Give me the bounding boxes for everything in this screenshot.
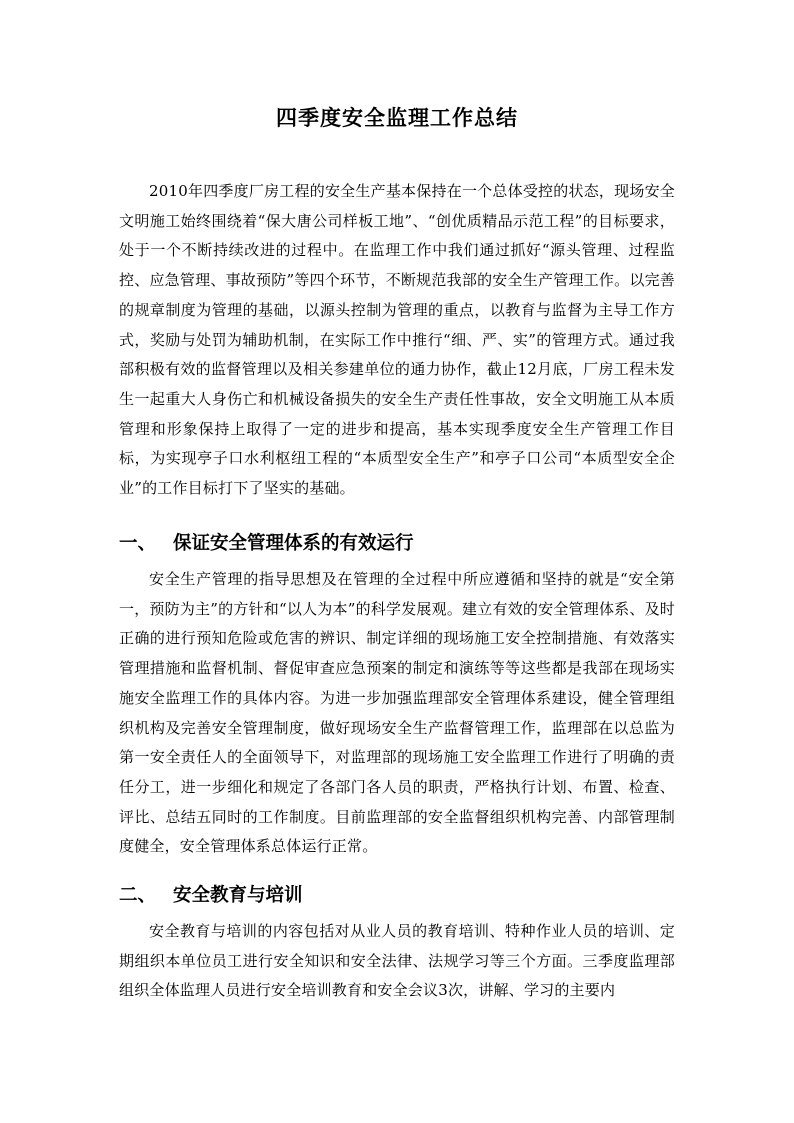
section-1-title: 保证安全管理体系的有效运行 xyxy=(173,533,414,554)
section-2-heading xyxy=(119,881,675,907)
section-2-paragraph: 安全教育与培训的内容包括对从业人员的教育培训、特种作业人员的培训、定期组织本单位员工进行安全知识和安全法律、法规学习等三个方面。三季度监理部组织全体监理人员进行安全培训教育和安全会议3次，讲解、学习的主要内 xyxy=(119,922,675,1000)
document-title: 四季度安全监理工作总结 xyxy=(276,105,518,130)
section-1-paragraph: 安全生产管理的指导思想及在管理的全过程中所应遵循和坚持的就是“安全第一，预防为主”的方针和“以人为本”的科学发展观。建立有效的安全管理体系、及时正确的进行预知危险或危害的辨识、制定详细的现场施工安全控制措施、有效落实管理措施和监督机制、督促审查应急预案的制定和演练等等这些都是我部在现场实施安全监理工作的具体内容。为进一步加强监理部安全管理体系建设，健全管理组织机构及完善安全管理制度，做好现场安全生产监督管理工作，监理部在以总监为第一安全责任人的全面领导下，对监理部的现场施工安全监理工作进行了明确的责任分工，进一步细化和规定了各部门各人员的职责，严格执行计划、布置、检查、评比、总结五同时的工作制度。目前监理部的安全监督组织机构完善、内部管理制度健全，安全管理体系总体运行正常。 xyxy=(119,570,675,856)
section-1-number: 一、 xyxy=(119,533,157,554)
section-2-number: 二、 xyxy=(119,885,157,906)
section-1-heading xyxy=(119,529,675,555)
intro-paragraph: 2010年四季度厂房工程的安全生产基本保持在一个总体受控的状态，现场安全文明施工始终围绕着“保大唐公司样板工地”、“创优质精品示范工程”的目标要求，处于一个不断持续改进的过程中。在监理工作中我们通过抓好“源头管理、过程监控、应急管理、事故预防”等四个环节，不断规范我部的安全生产管理工作。以完善的规章制度为管理的基础，以源头控制为管理的重点，以教育与监督为主导工作方式，奖励与处罚为辅助机制，在实际工作中推行“细、严、实”的管理方式。通过我部积极有效的监督管理以及相关参建单位的通力协作，截止12月底，厂房工程未发生一起重大人身伤亡和机械设备损失的安全生产责任性事故，安全文明施工从本质管理和形象保持上取得了一定的进步和提高，基本实现季度安全生产管理工作目标，为实现亭子口水利枢纽工程的“本质型安全生产”和亭子口公司“本质型安全企业”的工作目标打下了坚实的基础。 xyxy=(119,182,675,498)
section-2-title: 安全教育与培训 xyxy=(173,885,303,906)
